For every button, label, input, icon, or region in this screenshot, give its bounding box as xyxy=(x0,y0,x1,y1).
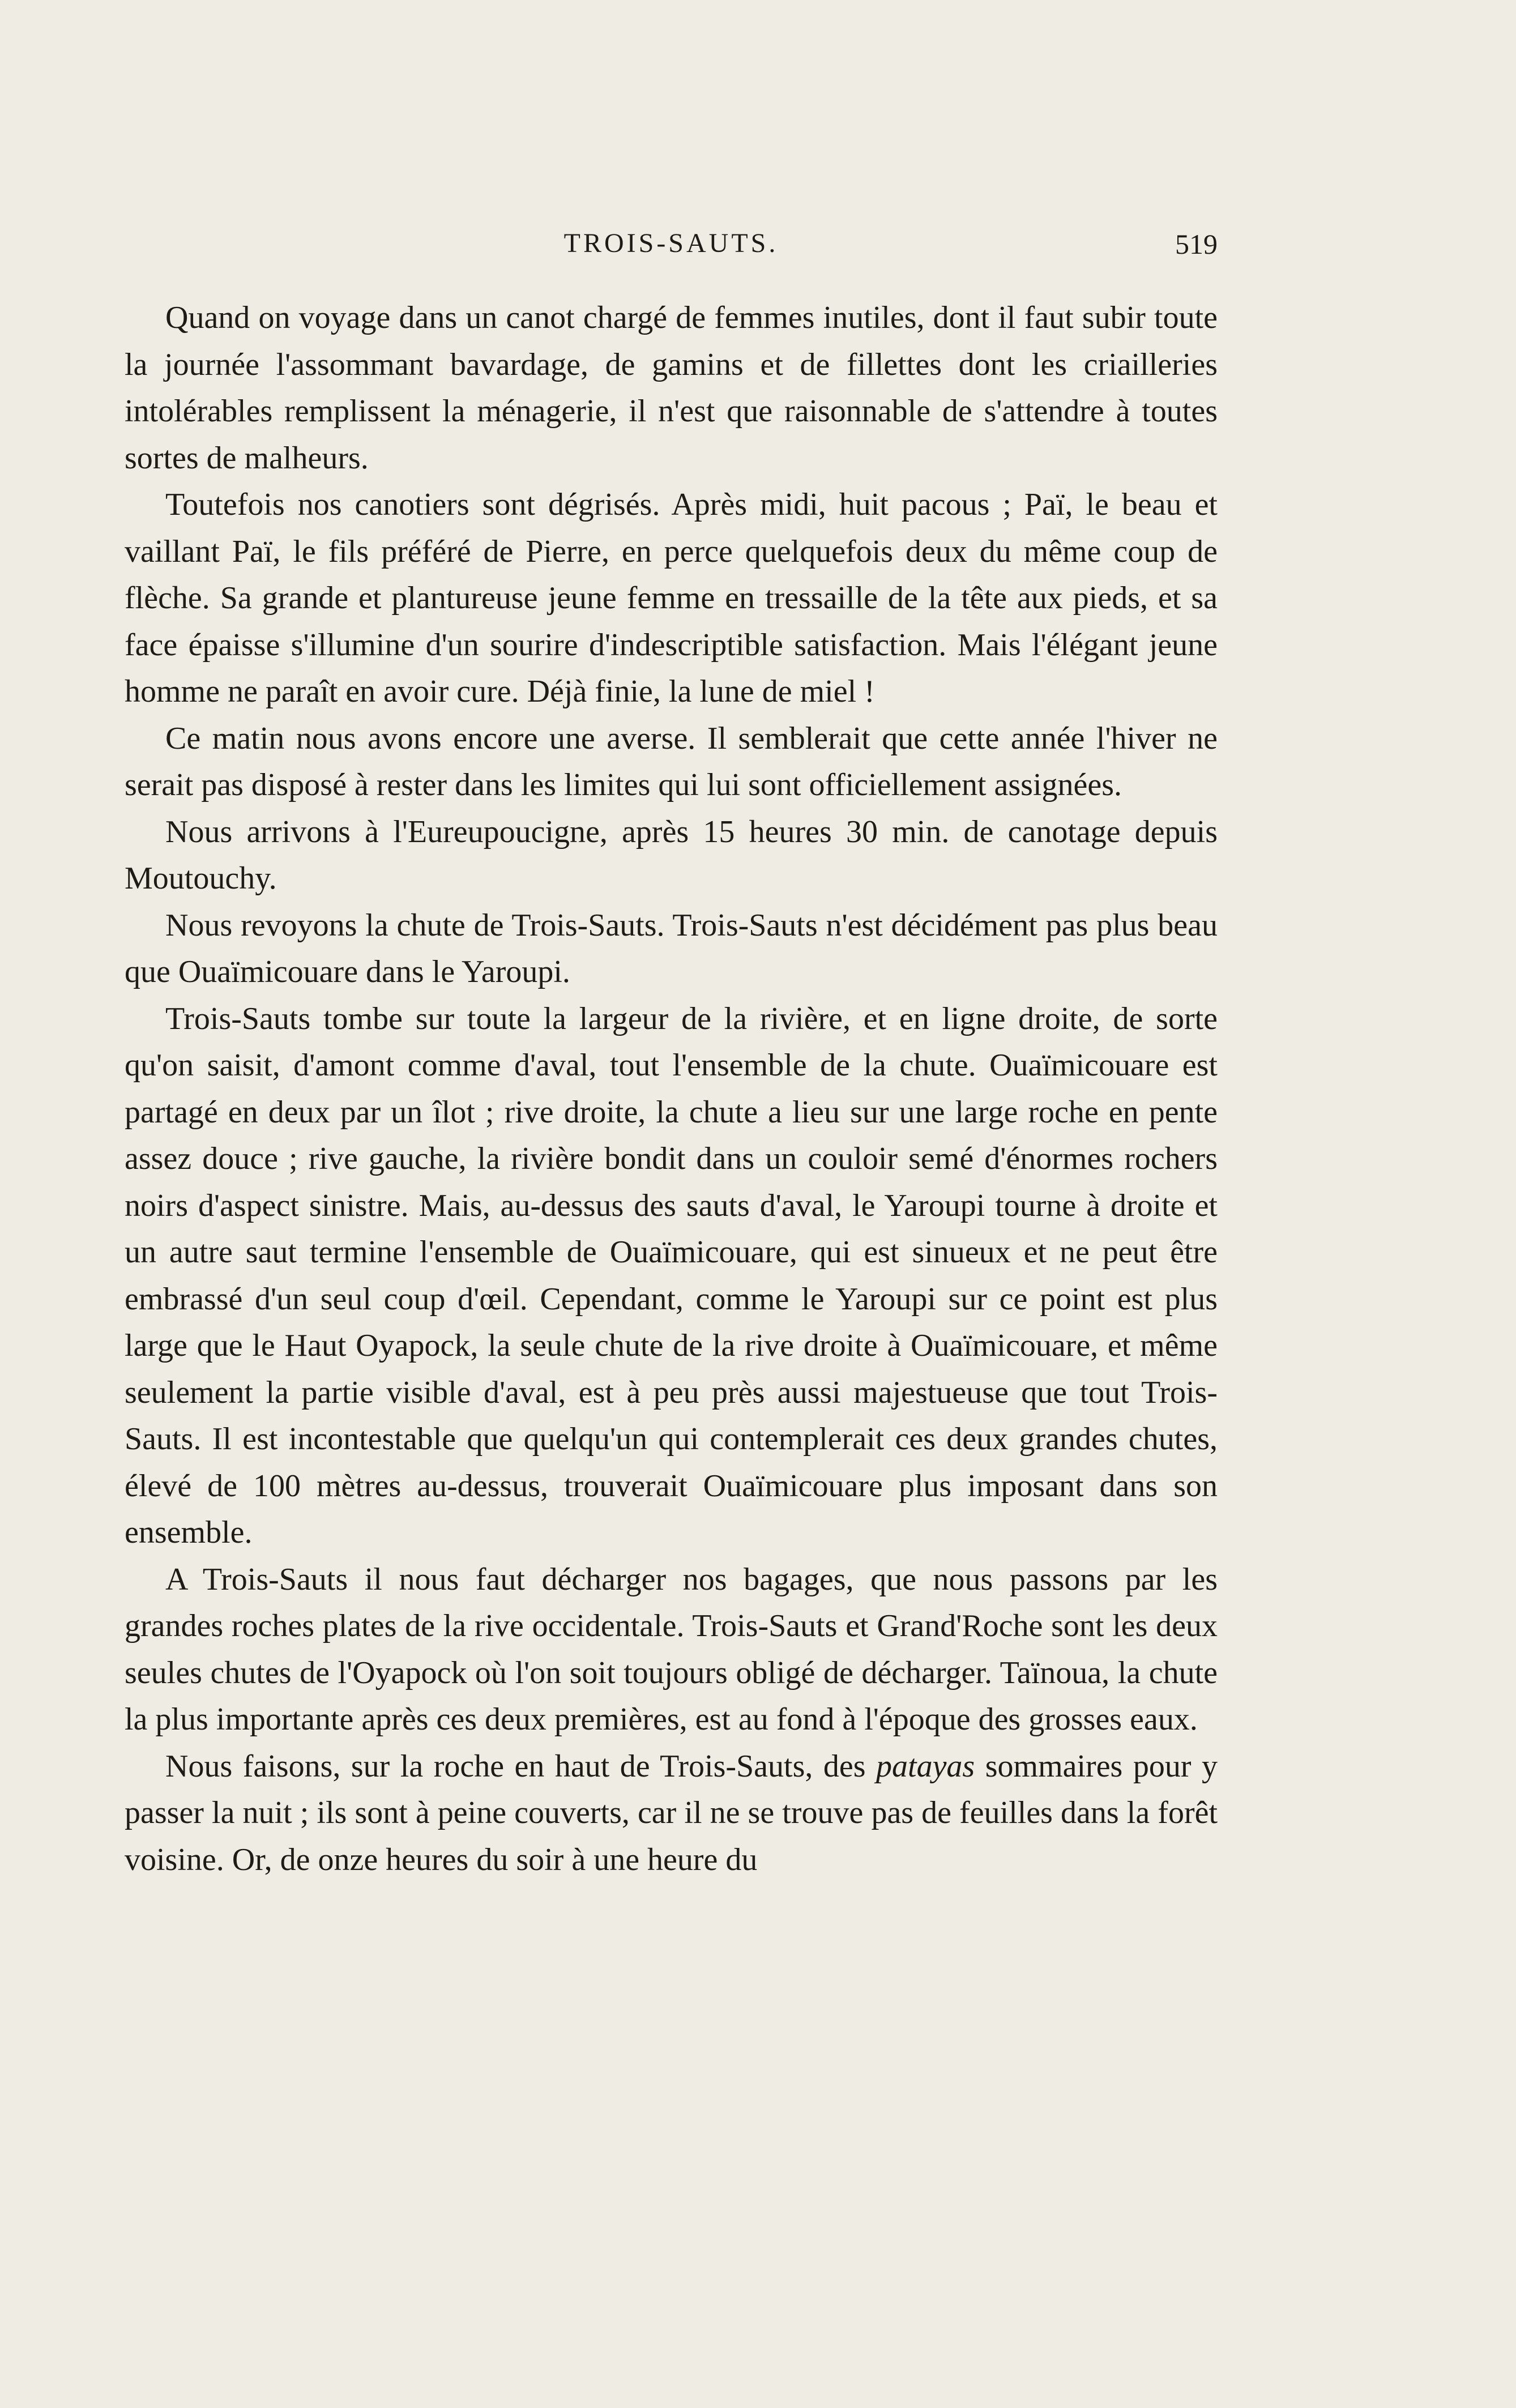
paragraph-text: sommaires pour y passer la nuit ; ils sont à peine couverts, car il ne se trouve pas de feuilles dans la forêt voisine. Or, de onze heures du soir à une heure du xyxy=(125,1748,1218,1877)
paragraph-text: Nous faisons, sur la roche en haut de Trois-Sauts, des xyxy=(165,1748,877,1784)
running-head xyxy=(125,228,1218,262)
paragraph-last xyxy=(125,1743,1218,1884)
paragraph: A Trois-Sauts il nous faut décharger nos bagages, que nous passons par les grandes roches plates de la rive occidentale. Trois-Sauts et Grand'Roche sont les deux seules chutes de l'Oyapock où l'on soit toujours obligé de décharger. Taïnoua, la chute la plus importante après ces deux premières, est au fond à l'époque des grosses eaux. xyxy=(125,1561,1218,1737)
paragraph: Nous arrivons à l'Eureupoucigne, après 15 heures 30 min. de canotage depuis Moutouchy. xyxy=(125,814,1218,896)
page-number: 519 xyxy=(1175,228,1218,260)
paragraph: Nous revoyons la chute de Trois-Sauts. Trois-Sauts n'est décidément pas plus beau que Ouaïmicouare dans le Yaroupi. xyxy=(125,907,1218,989)
paragraph: Ce matin nous avons encore une averse. Il semblerait que cette année l'hiver ne serait pas disposé à rester dans les limites qui lui sont officiellement assignées. xyxy=(125,720,1218,802)
body-text xyxy=(125,294,1218,1883)
running-title: TROIS-SAUTS. xyxy=(563,228,779,258)
paragraph: Trois-Sauts tombe sur toute la largeur de la rivière, et en ligne droite, de sorte qu'on saisit, d'amont comme d'aval, tout l'ensemble de la chute. Ouaïmicouare est partagé en deux par un îlot ; rive droite, la chute a lieu sur une large roche en pente assez douce ; rive gauche, la rivière bondit dans un couloir semé d'énormes rochers noirs d'aspect sinistre. Mais, au-dessus des sauts d'aval, le Yaroupi tourne à droite et un autre saut termine l'ensemble de Ouaïmicouare, qui est sinueux et ne peut être embrassé d'un seul coup d'œil. Cependant, comme le Yaroupi sur ce point est plus large que le Haut Oyapock, la seule chute de la rive droite à Ouaïmicouare, et même seulement la partie visible d'aval, est à peu près aussi majestueuse que tout Trois-Sauts. Il est incontestable que quelqu'un qui contemplerait ces deux grandes chutes, élevé de 100 mètres au-dessus, trouverait Ouaïmicouare plus imposant dans son ensemble. xyxy=(125,1001,1218,1550)
paragraph: Quand on voyage dans un canot chargé de femmes inutiles, dont il faut subir toute la journée l'assommant bavardage, de gamins et de fillettes dont les criailleries intolérables remplissent la ménagerie, il n'est que raisonnable de s'attendre à toutes sortes de malheurs. xyxy=(125,300,1218,476)
paragraph: Toutefois nos canotiers sont dégrisés. Après midi, huit pacous ; Paï, le beau et vaillant Paï, le fils préféré de Pierre, en perce quelquefois deux du même coup de flèche. Sa grande et plantureuse jeune femme en tressaille de la tête aux pieds, et sa face épaisse s'illumine d'un sourire d'indescriptible satisfaction. Mais l'élégant jeune homme ne paraît en avoir cure. Déjà finie, la lune de miel ! xyxy=(125,487,1218,709)
emphasized-word: patayas xyxy=(876,1748,975,1784)
